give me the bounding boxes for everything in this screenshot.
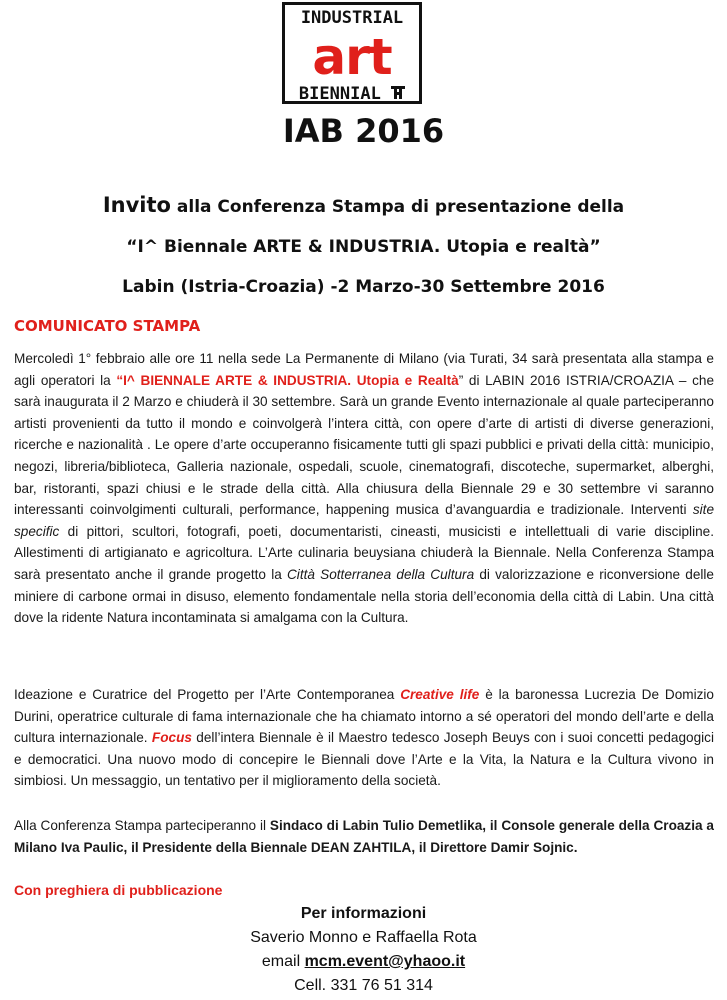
heading-invito-word: Invito	[102, 193, 171, 217]
info-cell: Cell. 331 76 51 314	[294, 977, 433, 994]
heading-location-dates: Labin (Istria-Croazia) -2 Marzo-30 Settembre 2016	[122, 277, 605, 297]
paragraph-participants	[14, 815, 714, 858]
p1-text-e: di pittori, scultori, fotografi, poeti, documentaristi, cineasti, musicisti e intellettuali di varie discipline. Allestimenti di artigianato e agricoltura. L’Arte culinaria beuysiana chiuderà la Biennale. Nella Conferenza Stampa sarà presentato anche il grande progetto la	[14, 523, 714, 582]
p3-participants-list: Sindaco di Labin Tulio Demetlika, il Console generale della Croazia a Milano Iva Paulic, il Presidente della Biennale DEAN ZAHTILA, il Direttore Damir Sojnic.	[14, 818, 714, 855]
p2-focus: Focus	[151, 730, 192, 746]
heading-invito	[0, 193, 727, 217]
p1-text-c: ” di LABIN 2016 ISTRIA/CROAZIA – che sarà inaugurata il 2 Marzo e chiuderà il 30 settembre. Sarà un grande Evento internazionale al quale parteciperanno artisti provenienti da tutto il mondo e coinvolgerà l’intera città, con opere d’arte di artisti di diverse generazioni, ricerche e nazionalità . Le opere d’arte occuperanno fisicamente tutti gli spazi pubblici e privati della città: municipio, negozi, libreria/biblioteca, Galleria nazionale, ospedali, scuole, cinematografi, discoteche, supermarket, alberghi, bar, ristoranti, spazi chiusi e le strade della città. Alla chiusura della Biennale 29 e 30 settembre vi saranno interessanti coinvolgimenti culturali, performance, happening musica d’avanguardia e tradizionale. Interventi	[14, 372, 715, 518]
info-names: Saverio Monno e Raffaella Rota	[250, 929, 477, 946]
p1-site-specific: site specific	[14, 502, 714, 539]
p2-text-e: dell’intera Biennale è il Maestro tedesco Joseph Beuys con i suoi concetti pedagogici e democratici. Una nuovo modo di concepire le Biennali dove l’Arte e la Vita, la Natura e la Cultura vivono in simbiosi. Un messaggio, un tentativo per il miglioramento della società.	[14, 730, 714, 789]
p1-biennale-title: “I^ BIENNALE ARTE & INDUSTRIA. Utopia e Realtà	[116, 372, 459, 388]
info-email-label: email	[261, 953, 305, 970]
p1-text-a: Mercoledì 1° febbraio alle ore 11 nella sede La Permanente di Milano (via Turati, 34 sarà presentata alla stampa e agli operatori la	[14, 351, 714, 388]
logo-biennial	[285, 85, 419, 103]
biennial-logo	[282, 2, 422, 104]
iab-title: IAB 2016	[282, 112, 445, 150]
comunicato-stampa-label: COMUNICATO STAMPA	[14, 317, 201, 335]
paragraph-curator	[14, 684, 714, 792]
info-title: Per informazioni	[300, 905, 427, 922]
heading-biennale: “I^ Biennale ARTE & INDUSTRIA. Utopia e realtà”	[126, 237, 601, 257]
paragraph-event	[14, 348, 714, 629]
info-email-line	[0, 953, 727, 971]
p2-text-c: è la baronessa Lucrezia De Domizio Durini, operatrice culturale di fama internazionale che ha chiamato intorno a sé operatori del mondo dell’arte e della cultura internazionale.	[14, 687, 714, 746]
p1-citta-sotterranea: Città Sotterranea della Cultura	[286, 566, 475, 582]
logo-industrial: INDUSTRIAL	[300, 8, 404, 28]
p2-creative-life: Creative life	[400, 687, 480, 702]
logo-biennial-text: BIENNIAL	[298, 84, 381, 104]
p3-text-a: Alla Conferenza Stampa parteciperanno il	[14, 818, 270, 833]
heading-invito-rest: alla Conferenza Stampa di presentazione della	[170, 197, 625, 217]
logo-mark-icon	[391, 85, 405, 103]
p1-text-g: di valorizzazione e riconversione delle miniere di carbone ormai in disuso, elemento fondamentale nella storia dell’economia della città di Labin. Una città dove la ridente Natura incontaminata si amalgama con la Cultura.	[14, 566, 714, 626]
preghiera-note: Con preghiera di pubblicazione	[14, 882, 223, 898]
p2-text-a: Ideazione e Curatrice del Progetto per l’Arte Contemporanea	[14, 687, 401, 702]
info-email-link[interactable]: mcm.event@yhaoo.it	[304, 953, 466, 970]
logo-art: art	[312, 28, 392, 86]
